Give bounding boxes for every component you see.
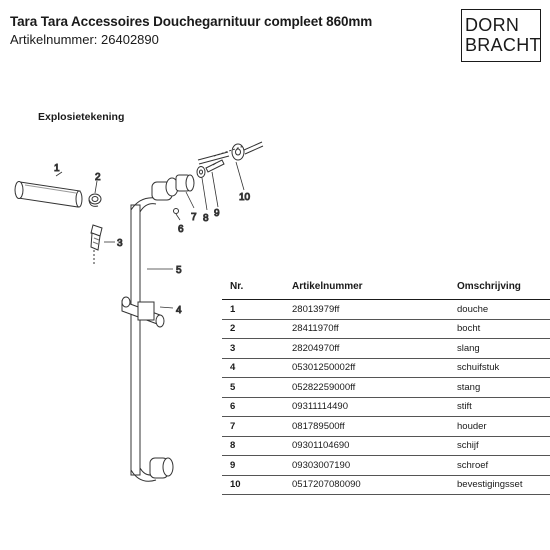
row-nr: 10 [222,475,292,495]
callout-9: 9 [214,208,220,219]
table-row [222,475,550,495]
logo-line-1: DORN [465,15,520,35]
row-article: 09301104690 [292,436,457,456]
row-nr: 8 [222,436,292,456]
row-article: 05282259000ff [292,378,457,398]
callout-1: 1 [54,163,60,174]
callout-7: 7 [191,212,197,223]
row-nr: 3 [222,339,292,359]
table-row [222,456,550,476]
row-article: 28204970ff [292,339,457,359]
row-nr: 4 [222,358,292,378]
part-slider [122,297,164,327]
parts-table [222,275,550,495]
row-article: 09303007190 [292,456,457,476]
header-description: Omschrijving [457,275,550,300]
callout-2: 2 [95,172,101,183]
section-label: Explosietekening [38,111,125,123]
header-article: Artikelnummer [292,275,457,300]
row-nr: 9 [222,456,292,476]
table-row [222,436,550,456]
part-rail [131,178,178,481]
callout-8: 8 [203,213,209,224]
row-description: stift [457,397,550,417]
row-nr: 2 [222,319,292,339]
table-row [222,397,550,417]
row-description: slang [457,339,550,359]
part-shower-handle [15,182,82,208]
callout-10: 10 [239,192,251,203]
row-nr: 6 [222,397,292,417]
row-description: bevestigingsset [457,475,550,495]
table-header-row [222,275,550,300]
row-description: douche [457,300,550,320]
callout-6: 6 [178,224,184,235]
row-description: stang [457,378,550,398]
part-pin [174,209,179,214]
row-description: schijf [457,436,550,456]
part-washer [197,167,205,178]
row-description: bocht [457,319,550,339]
row-article: 081789500ff [292,417,457,437]
row-article: 09311114490 [292,397,457,417]
row-article: 05301250002ff [292,358,457,378]
product-title: Tara Tara Accessoires Douchegarnituur compleet 860mm [10,14,373,29]
row-nr: 1 [222,300,292,320]
article-number: Artikelnummer: 26402890 [10,32,159,47]
callout-4: 4 [176,305,182,316]
row-description: schroef [457,456,550,476]
part-elbow [89,194,101,206]
table-row [222,358,550,378]
table-row [222,378,550,398]
part-hose [91,225,102,266]
row-article: 28013979ff [292,300,457,320]
table-row [222,339,550,359]
part-mounting-set [198,142,263,164]
callout-3: 3 [117,238,123,249]
row-article: 28411970ff [292,319,457,339]
row-description: schuifstuk [457,358,550,378]
table-row [222,319,550,339]
row-article: 0517207080090 [292,475,457,495]
row-nr: 5 [222,378,292,398]
row-description: houder [457,417,550,437]
logo-line-2: BRACHT [465,35,541,55]
part-holder [176,175,194,191]
header-nr: Nr. [222,275,292,300]
table-row [222,300,550,320]
row-nr: 7 [222,417,292,437]
table-row [222,417,550,437]
callout-5: 5 [176,265,182,276]
